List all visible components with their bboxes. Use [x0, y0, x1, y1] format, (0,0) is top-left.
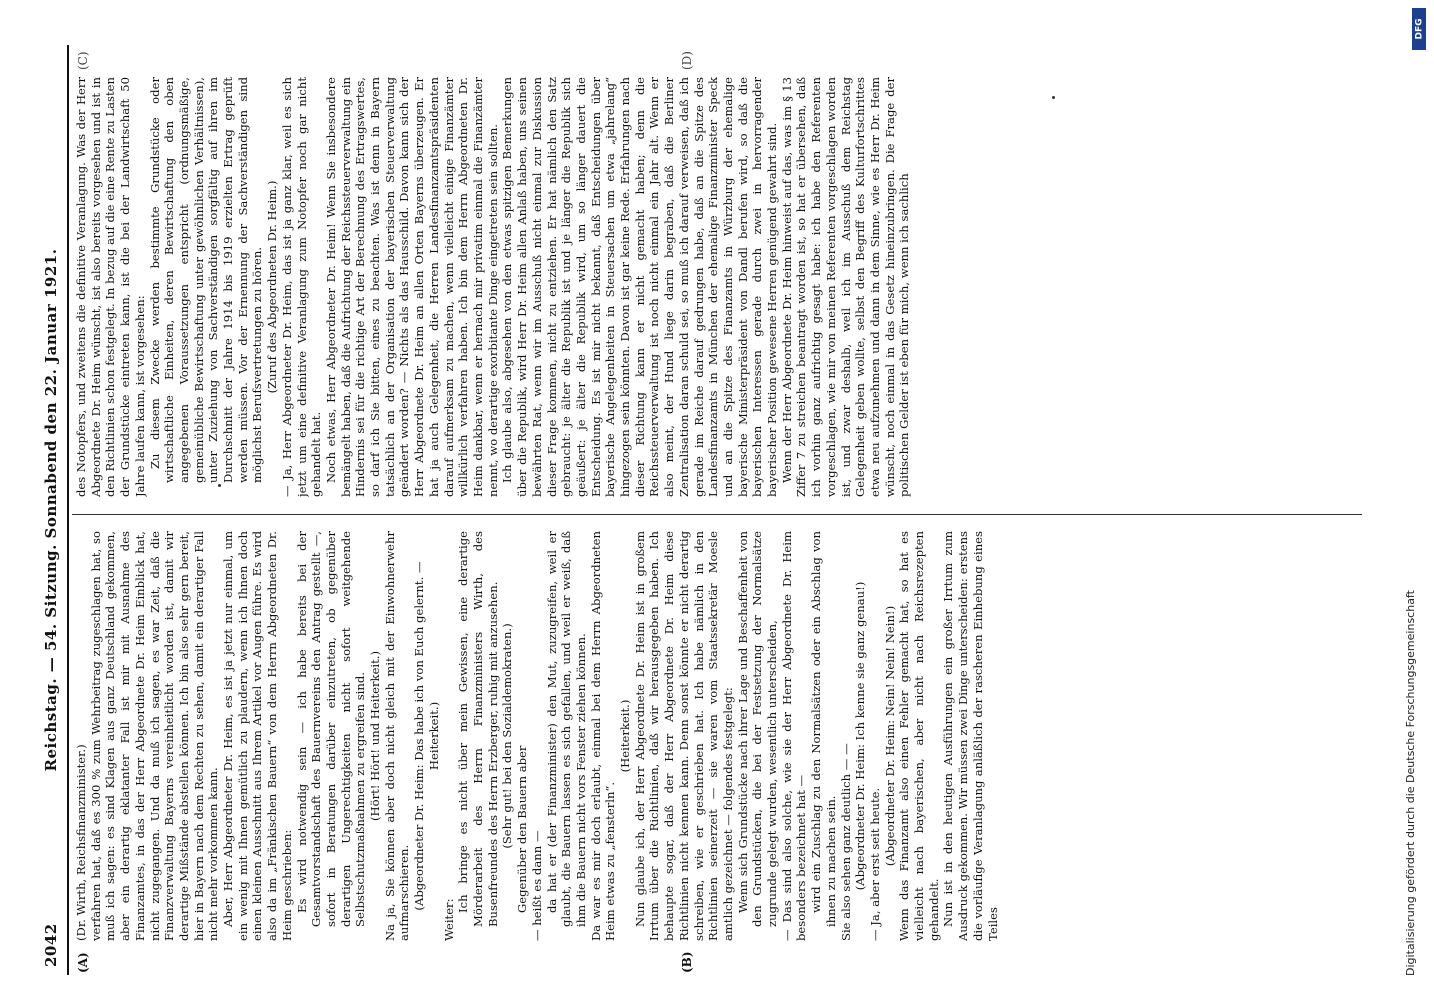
text-paragraph: Wenn das Finanzamt also einen Fehler gemacht hat, so hat es vielleicht nach bayerischen, aber nicht nach Reichsrezepten gehandelt. — [897, 531, 941, 941]
text-paragraph: — Das sind also solche, wie sie der Herr Abgeordnete Dr. Heim besonders bezeichnet hat — — [779, 531, 809, 941]
text-paragraph: wird ein Zuschlag zu den Normalsätzen oder ein Abschlag von ihnen zu machen sein. — [809, 531, 838, 927]
text-paragraph: (Abgeordneter Dr. Heim: Ich kenne sie ganz genau!) — [853, 581, 868, 891]
margin-mark-c: (C) — [76, 51, 90, 70]
text-paragraph: Ich bringe es nicht über mein Gewissen, eine derartige Mörderarbeit des Herrn Finanzministers Wirth, des Busenfreundes des Herrn Erzberger, ruhig mit anzusehen. — [456, 531, 500, 927]
text-paragraph: (Abgeordneter Dr. Heim: Nein! Nein! Nein!) — [882, 605, 897, 867]
header-rule — [67, 45, 69, 975]
text-paragraph: Sie also sehen ganz deutlich — — — [838, 743, 853, 941]
digitization-credit: Digitalisierung gefördert durch die Deutsche Forschungsgemeinschaft — [1404, 590, 1417, 976]
text-paragraph: — Ja, Herr Abgeordneter Dr. Heim, das ist ja ganz klar, weil es sich jetzt um eine definitive Veranlagung zum Notopfer noch gar nicht gehandelt hat. — [279, 77, 324, 497]
page-number: 2042 — [42, 923, 60, 967]
text-paragraph: des Notopfers, und zweitens die definitive Veranlagung. Was der Herr Abgeordnete Dr. Heim wünscht, ist also bereits vorgesehen und ist in den Richtlinien schon festgelegt. In bezug auf die eine Rente zu Lasten der Grundstücke eintreten kann, ist die bei der Landwirtschaft 50 Jahre laufen kann, ist vorgesehen: — [74, 77, 147, 497]
text-paragraph: (Zuruf des Abgeordneten Dr. Heim.) — [265, 180, 280, 394]
text-paragraph: Es wird notwendig sein — ich habe bereits bei der Gesamtvorstandschaft des Bauernvereins den Antrag gestellt —, sofort in Beratungen darüber einzutreten, ob gegenüber derartigen Ungerechtigkeiten nicht sofort weitgehende Selbstschutzmaßnahmen zu ergreifen sind. — [294, 531, 368, 927]
text-paragraph: — heißt es dann — — [529, 830, 544, 941]
text-paragraph: Weiter: — [441, 898, 456, 941]
text-paragraph: (Heiterkeit.) — [618, 699, 633, 773]
text-paragraph: da hat er (der Finanzminister) den Mut, zuzugreifen, weil er glaubt, die Bauern lassen es sich gefallen, und weil er weiß, daß ihm die Bauern nicht vors Fenster ziehen können. — [544, 531, 588, 927]
text-paragraph: Wenn der Herr Abgeordnete Dr. Heim hinweist auf das, was im § 13 Ziffer 7 zu streichen beantragt worden ist, so hat er übersehen, daß ich vorhin ganz aufrichtig gesagt habe: ich habe den Referenten vorgeschlagen, wie mir von meinen Referenten vorgeschlagen worden ist, und zwar deshalb, weil ich im Ausschuß dem Reichstag Gelegenheit geben wollte, selbst den Begriff des Kulturfortschrittes etwa neu aufzunehmen und dann in dem Sinne, wie es Herr Dr. Heim wünscht, noch einmal in das Gesetz hineinzubringen. Die Frage der politischen Gelder ist eben für mich, wenn ich sachlich — [779, 77, 912, 497]
text-paragraph: Nun glaube ich, der Herr Abgeordnete Dr. Heim ist in großem Irrtum über die Richtlinien, daß wir herausgegeben haben. Ich behaupte sogar, daß der Herr Abgeordnete Dr. Heim diese Richtlinien nicht kennen kann. Denn sonst könnte er nicht derartig schreiben, wie er geschrieben hat. Ich habe nämlich in den Richtlinien seinerzeit — sie waren vom Staatssekretär Moesle amtlich gezeichnet — folgendes festgelegt: — [632, 531, 735, 941]
page-header — [40, 45, 66, 975]
text-paragraph: Ich glaube also, abgesehen von den etwas spitzigen Bemerkungen über die Republik, wird Herr Dr. Heim allen Anlaß haben, uns seinen bewährten Rat, wenn wir im Ausschuß nicht einmal zur Diskussion dieser Frage kommen, nicht zu entziehen. Er hat nämlich den Satz gebraucht: je älter die Republik ist und je länger die Republik sich geäußert: je älter die Republik wird, um so länger dauert die Entscheidung. Es ist mir nicht bekannt, daß Entscheidungen über bayerische Angelegenheiten in Steuersachen um etwa „jahrelang“ hingezogen sein könnten. Davon ist gar keine Rede. Erfahrungen nach dieser Richtung kann er nicht gemacht haben; denn die Reichssteuerverwaltung ist noch nicht einmal ein Jahr alt. Wenn er also meint, der Hund liege darin begraben, daß die Berliner Zentralisation daran schuld sei, so muß ich darauf verweisen, daß ich gerade im Reiche darauf gedrungen habe, daß an die Spitze des Landesfinanzamts in München der ehemalige Finanzminister Speck und an die Spitze des Finanzamts in Würzburg der ehemalige bayerische Ministerpräsident von Dandl berufen wird, so daß die bayerischen Interessen gerade durch zwei in hervorragender bayerischer Position gewesene Herren genügend gewahrt sind. — [500, 77, 780, 497]
text-paragraph: (Hört! Hört! und Heiterkeit.) — [368, 650, 383, 822]
margin-mark-b: (B) — [680, 951, 694, 973]
text-paragraph: Nun ist in den heutigen Ausführungen ein großer Irrtum zum Ausdruck gekommen. Wir müssen zwei Dinge unterscheiden: erstens die vorläufige Veranlagung anläßlich der rascheren Einhebung eines Teiles — [941, 531, 1000, 941]
text-paragraph: Zu diesem Zwecke werden bestimmte Grundstücke oder wirtschaftliche Einheiten, deren Bewirtschaftung den oben angegebenen Voraussetzungen entspricht (ordnungsmäßige, gemeinübliche Bewirtschaftung unter gewöhnlichen Verhältnissen), unter Zuziehung von Sachverständigen sorgfältig auf ihren im Durchschnitt der Jahre 1914 bis 1919 erzielten Ertrag geprüft werden müssen. Vor der Ernennung der Sachverständigen sind möglichst Berufsvertretungen zu hören. — [147, 77, 265, 483]
text-paragraph: Na ja, Sie können aber doch nicht gleich mit der Einwohnerwehr aufmarschieren. — [382, 531, 412, 941]
page-title: Reichstag. — 54. Sitzung. Sonnabend den 22. Januar 1921. — [42, 248, 60, 772]
text-paragraph: Gegenüber den Bauern aber — [515, 745, 530, 913]
scan-speck — [218, 484, 221, 487]
text-paragraph: Noch etwas, Herr Abgeordneter Dr. Heim! Wenn Sie insbesondere bemängelt haben, daß die Aufrichtung der Reichssteuerverwaltung ein Hindernis sei für die richtige Art der Berechnung des Ertragswertes, so darf ich Sie bitten, eines zu beachten. Was ist denn in Bayern tatsächlich an der Organisation der bayerischen Steuerverwaltung geändert worden? — Nichts als das Hausschild. Davon kann sich der Herr Abgeordnete Dr. Heim an allen Orten Bayerns überzeugen. Er hat ja auch Gelegenheit, die Herren Landesfinanzamtspräsidenten darauf aufmerksam zu machen, wenn vielleicht einige Finanzämter willkürlich verfahren haben. Ich bin dem Herrn Abgeordneten Dr. Heim dankbar, wenn er hernach mir privatim einmal die Finanzämter nennt, wo derartige exorbitante Dinge eingetreten sein sollten. — [323, 77, 500, 497]
text-paragraph: (Dr. Wirth, Reichsfinanzminister.) — [74, 744, 88, 941]
text-paragraph: (Sehr gut! bei den Sozialdemokraten.) — [500, 623, 515, 849]
text-paragraph: Aber, Herr Abgeordneter Dr. Heim, es ist ja jetzt nur einmal, um ein wenig mit Ihnen gemütlich zu plaudern, wenn ich Ihnen doch einen kleinen Ausschnitt aus Ihrem Artikel vor Augen führe. Es wird also da im „Fränkischen Bauern“ von dem Herrn Abgeordneten Dr. Heim geschrieben: — [221, 531, 294, 941]
margin-mark-d: (D) — [680, 51, 694, 70]
dfg-logo-text: DFG — [1414, 18, 1425, 40]
right-text-column — [74, 77, 1354, 497]
margin-mark-a: (A) — [76, 952, 90, 973]
column-divider — [72, 514, 1362, 515]
text-paragraph: Wenn sich Grundstücke nach ihrer Lage und Beschaffenheit von den Grundstücken, die bei der Festsetzung der Normalsätze zugrunde gelegt wurden, wesentlich unterscheiden, — [735, 531, 780, 927]
text-paragraph: (Abgeordneter Dr. Heim: Das habe ich von Euch gelernt. — Heiterkeit.) — [412, 561, 441, 911]
text-paragraph: Da war es mir doch erlaubt, einmal bei dem Herrn Abgeordneten Heim etwas zu „fensterln“. — [588, 531, 618, 941]
text-paragraph: verfahren hat, daß es 300 % zum Wehrbeitrag zugeschlagen hat, so muß ich sagen: es sind Klagen aus ganz Deutschland gekommen, aber ein derartig eklatanter Fall ist mir mit Ausnahme des Finanzamtes, in das der Herr Abgeordnete Dr. Heim Einblick hat, nicht zugegangen. Und da muß ich sagen, es war Zeit, daß die Finanzverwaltung Bayerns vereinheitlicht worden ist, damit wir derartige Mißstände abstellen können. Ich bin also sehr gern bereit, hier in Bayern nach dem Rechten zu sehen, damit ein derartiger Fall nicht mehr vorkommen kann. — [88, 531, 221, 941]
scan-speck — [1052, 96, 1055, 99]
left-text-column — [74, 531, 1354, 941]
text-paragraph: — Ja, aber erst seit heute. — [867, 787, 882, 941]
rotated-document-page — [40, 45, 1370, 975]
